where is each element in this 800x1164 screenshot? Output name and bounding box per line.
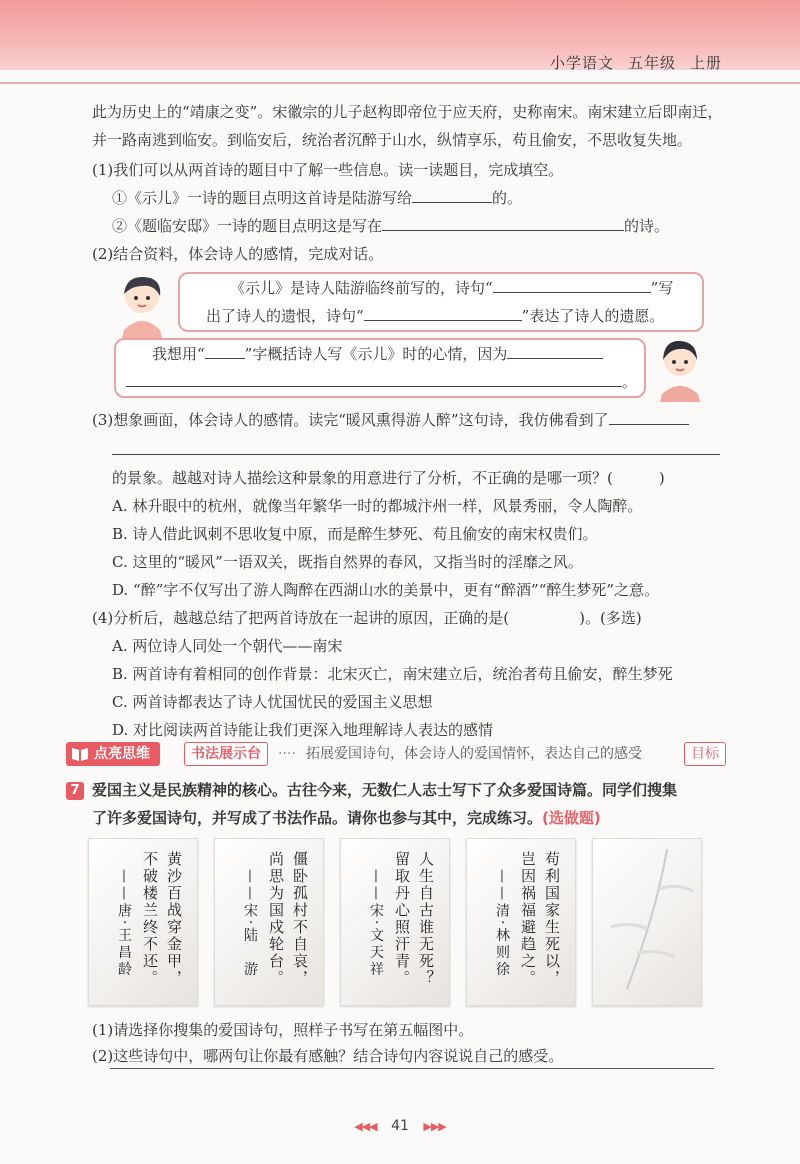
prev-arrows-icon: ◀◀◀ [354, 1120, 377, 1133]
task-2: (2)这些诗句中，哪两句让你最有感触？结合诗句内容说说自己的感受。 [92, 1047, 564, 1065]
poem-line: 僵卧孤村不自哀， [291, 851, 309, 987]
bubble-2-blank-2[interactable] [126, 370, 622, 387]
page-footer [0, 1118, 800, 1134]
header-volume: 上册 [689, 54, 722, 72]
calligraphy-scroll [214, 838, 324, 1006]
poem-line: 人生自古谁无死？ [417, 851, 435, 987]
q3-option-b[interactable]: B. 诗人借此讽刺不思收复中原，而是醉生梦死、苟且偷安的南宋权贵们。 [112, 525, 598, 543]
bubble-2-line-1: 我想用“ ”字概括诗人写《示儿》时的心情，因为 [152, 340, 603, 368]
calligraphy-scroll [88, 838, 198, 1006]
bubble-2-blank-reason[interactable] [507, 342, 603, 359]
calligraphy-scroll [466, 838, 576, 1006]
q4-option-a[interactable]: A. 两位诗人同处一个朝代——南宋 [112, 637, 343, 655]
bubble-2-blank-word[interactable] [205, 342, 245, 359]
q1-b-blank[interactable] [382, 214, 624, 231]
intro-line-2: 并一路南逃到临安。到临安后，统治者沉醉于山水，纵情享乐，苟且偷安，不思收复失地。 [92, 131, 693, 149]
dialog-bubble-2 [114, 338, 646, 398]
header-subject: 小学语文 [549, 54, 614, 72]
bubble-2-line-2: 。 [126, 368, 637, 396]
q4-option-c[interactable]: C. 两首诗都表达了诗人忧国忧民的爱国主义思想 [112, 693, 433, 711]
q3-cont: 的景象。越越对诗人描绘这种景象的用意进行了分析，不正确的是哪一项？( ) [112, 469, 665, 487]
girl-avatar-icon [650, 332, 710, 402]
q4-stem: (4)分析后，越越总结了把两首诗放在一起讲的原因，正确的是( )。(多选) [92, 609, 642, 627]
dialog-bubble-1 [178, 272, 704, 332]
poem-line: 不破楼兰终不还。 [141, 851, 159, 987]
calligraphy-gallery [88, 838, 700, 1008]
answer-line[interactable] [110, 1068, 714, 1069]
header-divider [0, 82, 800, 84]
poem-line: 尚思为国戍轮台。 [267, 851, 285, 987]
poem-author: ——清·林则徐 [494, 869, 510, 979]
next-arrows-icon: ▶▶▶ [423, 1120, 446, 1133]
goal-tag: 目标 [684, 742, 726, 766]
poem-line: 苟利国家生死以， [543, 851, 561, 987]
q7-line-2: 了许多爱国诗句，并写成了书法作品。请你也参与其中，完成练习。(选做题) [92, 809, 601, 827]
question-number: 7 [66, 782, 84, 800]
poem-line: 岂因祸福避趋之。 [519, 851, 537, 987]
poem-author: ——宋·陆 游 [242, 869, 258, 979]
banner-dots: ···· [278, 746, 296, 762]
q3-option-d[interactable]: D. “醉”字不仅写出了游人陶醉在西湖山水的美景中，更有“醉酒”“醉生梦死”之意。 [112, 581, 660, 599]
blank-scroll[interactable] [592, 838, 702, 1006]
q3-option-c[interactable]: C. 这里的“暖风”一语双关，既指自然界的春风，又指当时的淫靡之风。 [112, 553, 583, 571]
bubble-1-line-2: 出了诗人的遗恨，诗句“ ”表达了诗人的遗愿。 [206, 302, 664, 330]
section-banner [66, 742, 726, 766]
q3-stem: (3)想象画面，体会诗人的感情。读完“暖风熏得游人醉”这句诗，我仿佛看到了 [92, 406, 689, 434]
q7-line-1: 爱国主义是民族精神的核心。古往今来，无数仁人志士写下了众多爱国诗篇。同学们搜集 [92, 781, 678, 799]
q4-option-b[interactable]: B. 两首诗有着相同的创作背景：北宋灭亡，南宋建立后，统治者苟且偷安，醉生梦死 [112, 665, 673, 683]
bubble-1-blank-2[interactable] [364, 304, 522, 321]
open-book-icon [71, 746, 89, 762]
q3-blank-line[interactable] [112, 454, 720, 455]
q1-a: ①《示儿》一诗的题目点明这首诗是陆游写给 的。 [112, 184, 522, 212]
intro-line-1: 此为历史上的“靖康之变”。宋徽宗的儿子赵构即帝位于应天府，史称南宋。南宋建立后即南迁， [92, 103, 723, 121]
q1-b: ②《题临安邸》一诗的题目点明这是写在 的诗。 [112, 212, 669, 240]
bubble-1-blank-1[interactable] [493, 276, 651, 293]
q4-option-d[interactable]: D. 对比阅读两首诗能让我们更深入地理解诗人表达的感情 [112, 721, 494, 739]
poem-line: 黄沙百战穿金甲， [165, 851, 183, 987]
calligraphy-scroll [340, 838, 450, 1006]
section-title: 书法展示台 [184, 742, 268, 766]
bubble-1-line-1: 《示儿》是诗人陆游临终前写的，诗句“ ”写 [230, 274, 673, 302]
boy-avatar-icon [110, 268, 174, 338]
q3-blank-1[interactable] [609, 408, 689, 425]
q3-option-a[interactable]: A. 林升眼中的杭州，就像当年繁华一时的都城汴州一样，风景秀丽，令人陶醉。 [112, 497, 643, 515]
task-1: (1)请选择你搜集的爱国诗句，照样子书写在第五幅图中。 [92, 1021, 474, 1039]
ink-bamboo-icon [597, 849, 697, 989]
header-grade: 五年级 [627, 54, 676, 72]
poem-author: ——宋·文天祥 [368, 869, 384, 979]
think-tag: 点亮思维 [66, 742, 160, 766]
q1-stem: (1)我们可以从两首诗的题目中了解一些信息。读一读题目，完成填空。 [92, 161, 564, 179]
page-number: 41 [391, 1118, 409, 1134]
goal-text: 拓展爱国诗句，体会诗人的爱国情怀，表达自己的感受 [306, 746, 642, 762]
poem-author: ——唐·王昌龄 [116, 869, 132, 979]
book-header [536, 52, 722, 73]
q1-a-blank[interactable] [412, 186, 492, 203]
poem-line: 留取丹心照汗青。 [393, 851, 411, 987]
q2-stem: (2)结合资料，体会诗人的感情，完成对话。 [92, 245, 384, 263]
